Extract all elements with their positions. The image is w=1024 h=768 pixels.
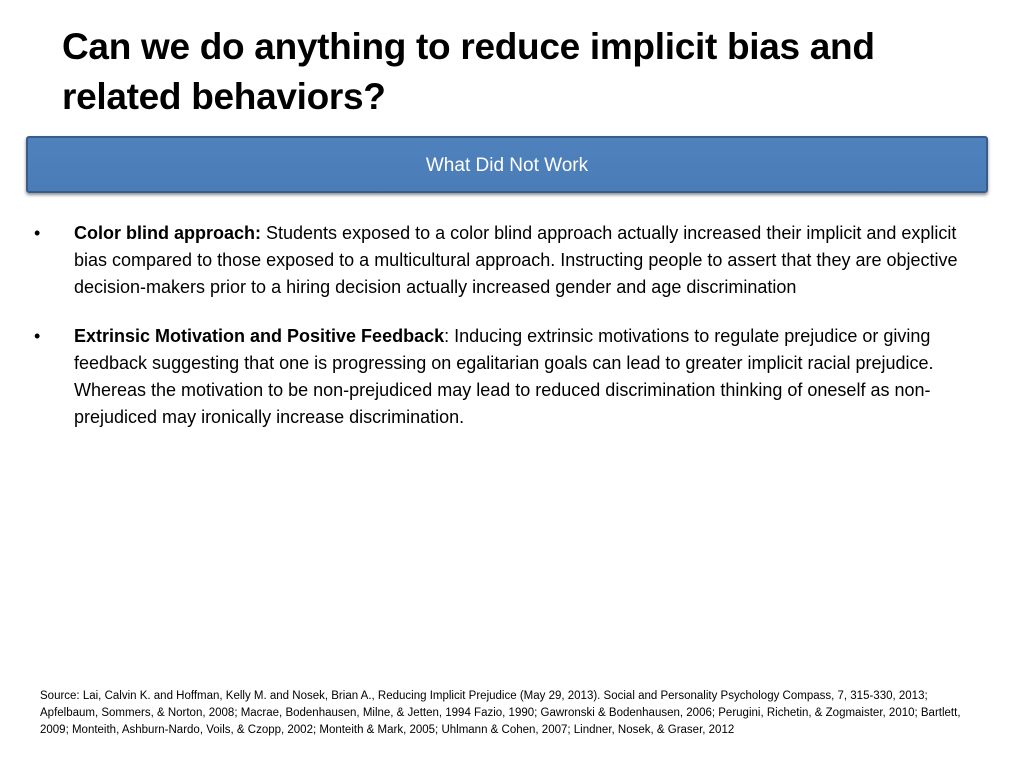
bullet-lead: Color blind approach: — [74, 223, 261, 243]
bullet-list — [30, 220, 988, 453]
section-header-label: What Did Not Work — [425, 155, 589, 176]
bullet-item-extrinsic-motivation — [30, 323, 988, 431]
slide-title: Can we do anything to reduce implicit bias and related behaviors? — [62, 26, 875, 117]
section-header-bar — [26, 136, 988, 193]
source-citation: Source: Lai, Calvin K. and Hoffman, Kelly M. and Nosek, Brian A., Reducing Implicit Prejudice (May 29, 2013). Social and Personality Psychology Compass, 7, 315-330, 2013; Apfelbaum, Sommers, & Norton, 2008; Macrae, Bodenhausen, Milne, & Jetten, 1994 Fazio, 1990; Gawronski & Bodenhausen, 2006; Perugini, Richetin, & Zogmaister, 2010; Bartlett, 2009; Monteith, Ashburn-Nardo, Voils, & Czopp, 2002; Monteith & Mark, 2005; Uhlmann & Cohen, 2007; Lindner, Nosek, & Graser, 2012 — [40, 690, 961, 736]
bullet-lead: Extrinsic Motivation and Positive Feedback — [74, 326, 445, 346]
bullet-icon: • — [34, 223, 41, 243]
bullet-icon: • — [34, 326, 41, 346]
bullet-text: : Inducing extrinsic motivations to regulate prejudice or giving feedback suggesting that one is progressing on egalitarian goals can lead to greater implicit racial prejudice. Whereas the motivation to be non-prejudiced may lead to reduced discrimination thinking of oneself as non-prejudiced may ironically increase discrimination. — [74, 326, 934, 427]
bullet-text: Students exposed to a color blind approach actually increased their implicit and explicit bias compared to those exposed to a multicultural approach. Instructing people to assert that they are objective decision-makers prior to a hiring decision actually increased gender and age discrimination — [74, 223, 958, 297]
bullet-item-color-blind — [30, 220, 988, 301]
